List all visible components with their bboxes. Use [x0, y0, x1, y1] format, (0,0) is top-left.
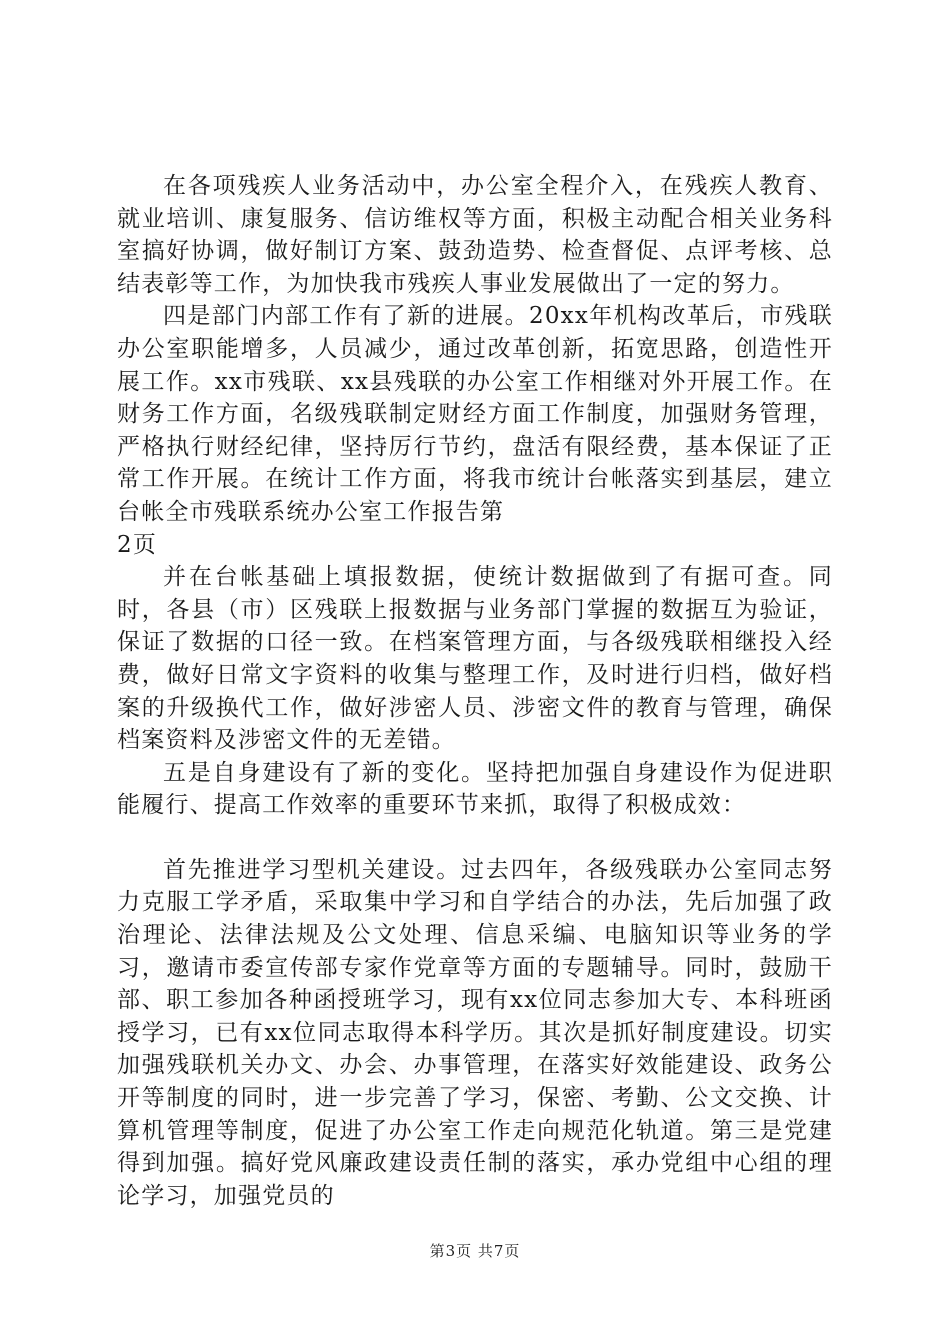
paragraph-learning: 首先推进学习型机关建设。过去四年，各级残联办公室同志努力克服工学矛盾，采取集中学习和自学结合的办法，先后加强了政治理论、法律法规及公文处理、信息采编、电脑知识等业务的学习，邀请市委宣传部专家作党章等方面的专题辅导。同时，鼓励干部、职工参加各种函授班学习，现有xx位同志参加大专、本科班函授学习，已有xx位同志取得本科学历。其次是抓好制度建设。切实加强残联机关办文、办会、办事管理，在落实好效能建设、政务公开等制度的同时，进一步完善了学习，保密、考勤、公文交换、计算机管理等制度，促进了办公室工作走向规范化轨道。第三是党建得到加强。搞好党风廉政建设责任制的落实，承办党组中心组的理论学习，加强党员的: [117, 856, 833, 1209]
paragraph-internal-work: 四是部门内部工作有了新的进展。20xx年机构改革后，市残联办公室职能增多，人员减少，通过改革创新，拓宽思路，创造性开展工作。xx市残联、xx县残联的办公室工作相继对外开展工作。在财务工作方面，名级残联制定财经方面工作制度，加强财务管理，严格执行财经纪律，坚持厉行节约，盘活有限经费，基本保证了正常工作开展。在统计工作方面，将我市统计台帐落实到基层，建立台帐全市残联系统办公室工作报告第: [117, 303, 833, 525]
paragraph-page-ref: 2页: [117, 531, 158, 558]
paragraph-disabled-services: 在各项残疾人业务活动中，办公室全程介入，在残疾人教育、就业培训、康复服务、信访维权等方面，积极主动配合相关业务科室搞好协调，做好制订方案、鼓劲造势、检查督促、点评考核、总结表彰等工作，为加快我市残疾人事业发展做出了一定的努力。: [117, 173, 833, 297]
paragraph-self-building: 五是自身建设有了新的变化。坚持把加强自身建设作为促进职能履行、提高工作效率的重要环节来抓，取得了积极成效：: [117, 759, 833, 819]
page-footer: 第3页 共7页: [429, 1242, 521, 1260]
document-body: [117, 170, 833, 1212]
paragraph-statistics: 并在台帐基础上填报数据，使统计数据做到了有据可查。同时，各县（市）区残联上报数据与业务部门掌握的数据互为验证，保证了数据的口径一致。在档案管理方面，与各级残联相继投入经费，做好日常文字资料的收集与整理工作，及时进行归档，做好档案的升级换代工作，做好涉密人员、涉密文件的教育与管理，确保档案资料及涉密文件的无差错。: [117, 564, 833, 754]
